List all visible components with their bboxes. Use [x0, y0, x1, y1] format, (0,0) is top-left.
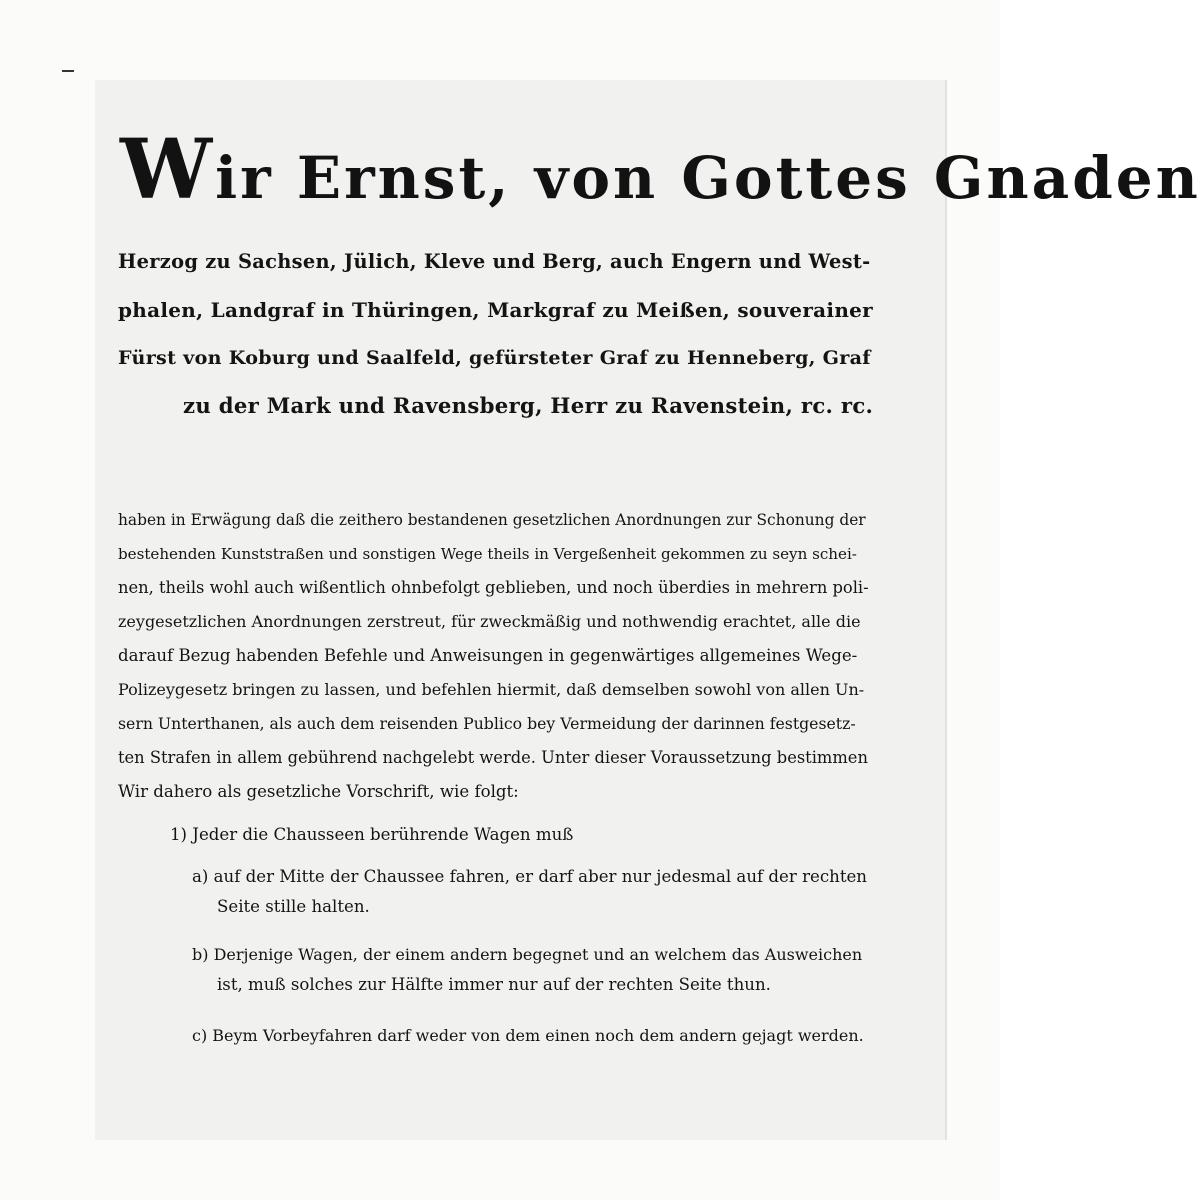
body-line: sern Unterthanen, als auch dem reisenden Publico bey Vermeidung der darinnen festgesetz- [118, 714, 856, 733]
article-1c [192, 1021, 872, 1051]
body-line: darauf Bezug habenden Befehle und Anweisungen in gegenwärtiges allgemeines Wege- [118, 646, 858, 665]
margin-mark [62, 70, 74, 72]
article-1: 1) Jeder die Chausseen berührende Wagen muß [170, 825, 574, 844]
bleed-through-line [110, 440, 910, 458]
titles-line: Fürst von Koburg und Saalfeld, gefürsteter Graf zu Henneberg, Graf [118, 346, 871, 369]
body-line: Wir dahero als gesetzliche Vorschrift, wie folgt: [118, 782, 519, 801]
article-1b [192, 940, 872, 1000]
body-line: zeygesetzlichen Anordnungen zerstreut, für zweckmäßig und nothwendig erachtet, alle die [118, 612, 861, 631]
article-1a [192, 862, 872, 922]
titles-line: Herzog zu Sachsen, Jülich, Kleve und Berg, auch Engern und West- [118, 250, 871, 273]
titles-line: zu der Mark und Ravensberg, Herr zu Ravenstein, rc. rc. [183, 393, 874, 418]
article-1a-line: Seite stille halten. [217, 897, 370, 916]
body-line: ten Strafen in allem gebührend nachgelebt werde. Unter dieser Voraussetzung bestimmen [118, 748, 868, 767]
article-1b-line: b) Derjenige Wagen, der einem andern begegnet und an welchem das Ausweichen [192, 945, 863, 964]
article-1a-line: a) auf der Mitte der Chaussee fahren, er darf aber nur jedesmal auf der rechten [192, 867, 867, 886]
article-1b-line: ist, muß solches zur Hälfte immer nur auf der rechten Seite thun. [217, 975, 771, 994]
heading-text: ir Ernst, von Gottes Gnaden [215, 144, 1201, 212]
heading [120, 122, 1201, 218]
body-line: Polizeygesetz bringen zu lassen, und befehlen hiermit, daß demselben sowohl von allen Un- [118, 680, 865, 699]
ducal-titles [118, 238, 878, 430]
heading-initial: W [120, 122, 216, 218]
body-line: haben in Erwägung daß die zeithero bestandenen gesetzlichen Anordnungen zur Schonung der [118, 511, 866, 529]
preamble-paragraph [118, 503, 868, 809]
body-line: bestehenden Kunststraßen und sonstigen Wege theils in Vergeßenheit gekommen zu seyn schei- [118, 545, 857, 563]
titles-line: phalen, Landgraf in Thüringen, Markgraf zu Meißen, souverainer [118, 298, 874, 322]
body-line: nen, theils wohl auch wißentlich ohnbefolgt geblieben, und noch überdies in mehrern poli- [118, 578, 869, 597]
article-1c-line: c) Beym Vorbeyfahren darf weder von dem einen noch dem andern gejagt werden. [192, 1026, 864, 1045]
